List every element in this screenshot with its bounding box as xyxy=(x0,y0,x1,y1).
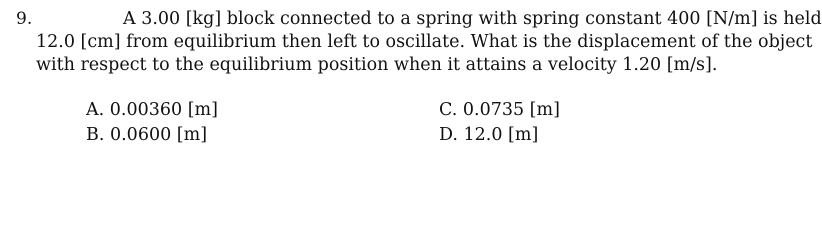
question-text-line-2: 12.0 [cm] from equilibrium then left to oscillate. What is the displacement of the object xyxy=(36,32,813,52)
option-c: C. 0.0735 [m] xyxy=(439,100,560,120)
question-text-line-1: A 3.00 [kg] block connected to a spring with spring constant 400 [N/m] is held xyxy=(123,9,822,29)
option-a: A. 0.00360 [m] xyxy=(86,100,218,120)
question-text-line-3: with respect to the equilibrium position when it attains a velocity 1.20 [m/s]. xyxy=(36,55,718,75)
option-b: B. 0.0600 [m] xyxy=(86,125,208,145)
option-d: D. 12.0 [m] xyxy=(439,125,539,145)
question-number: 9. xyxy=(16,9,33,29)
